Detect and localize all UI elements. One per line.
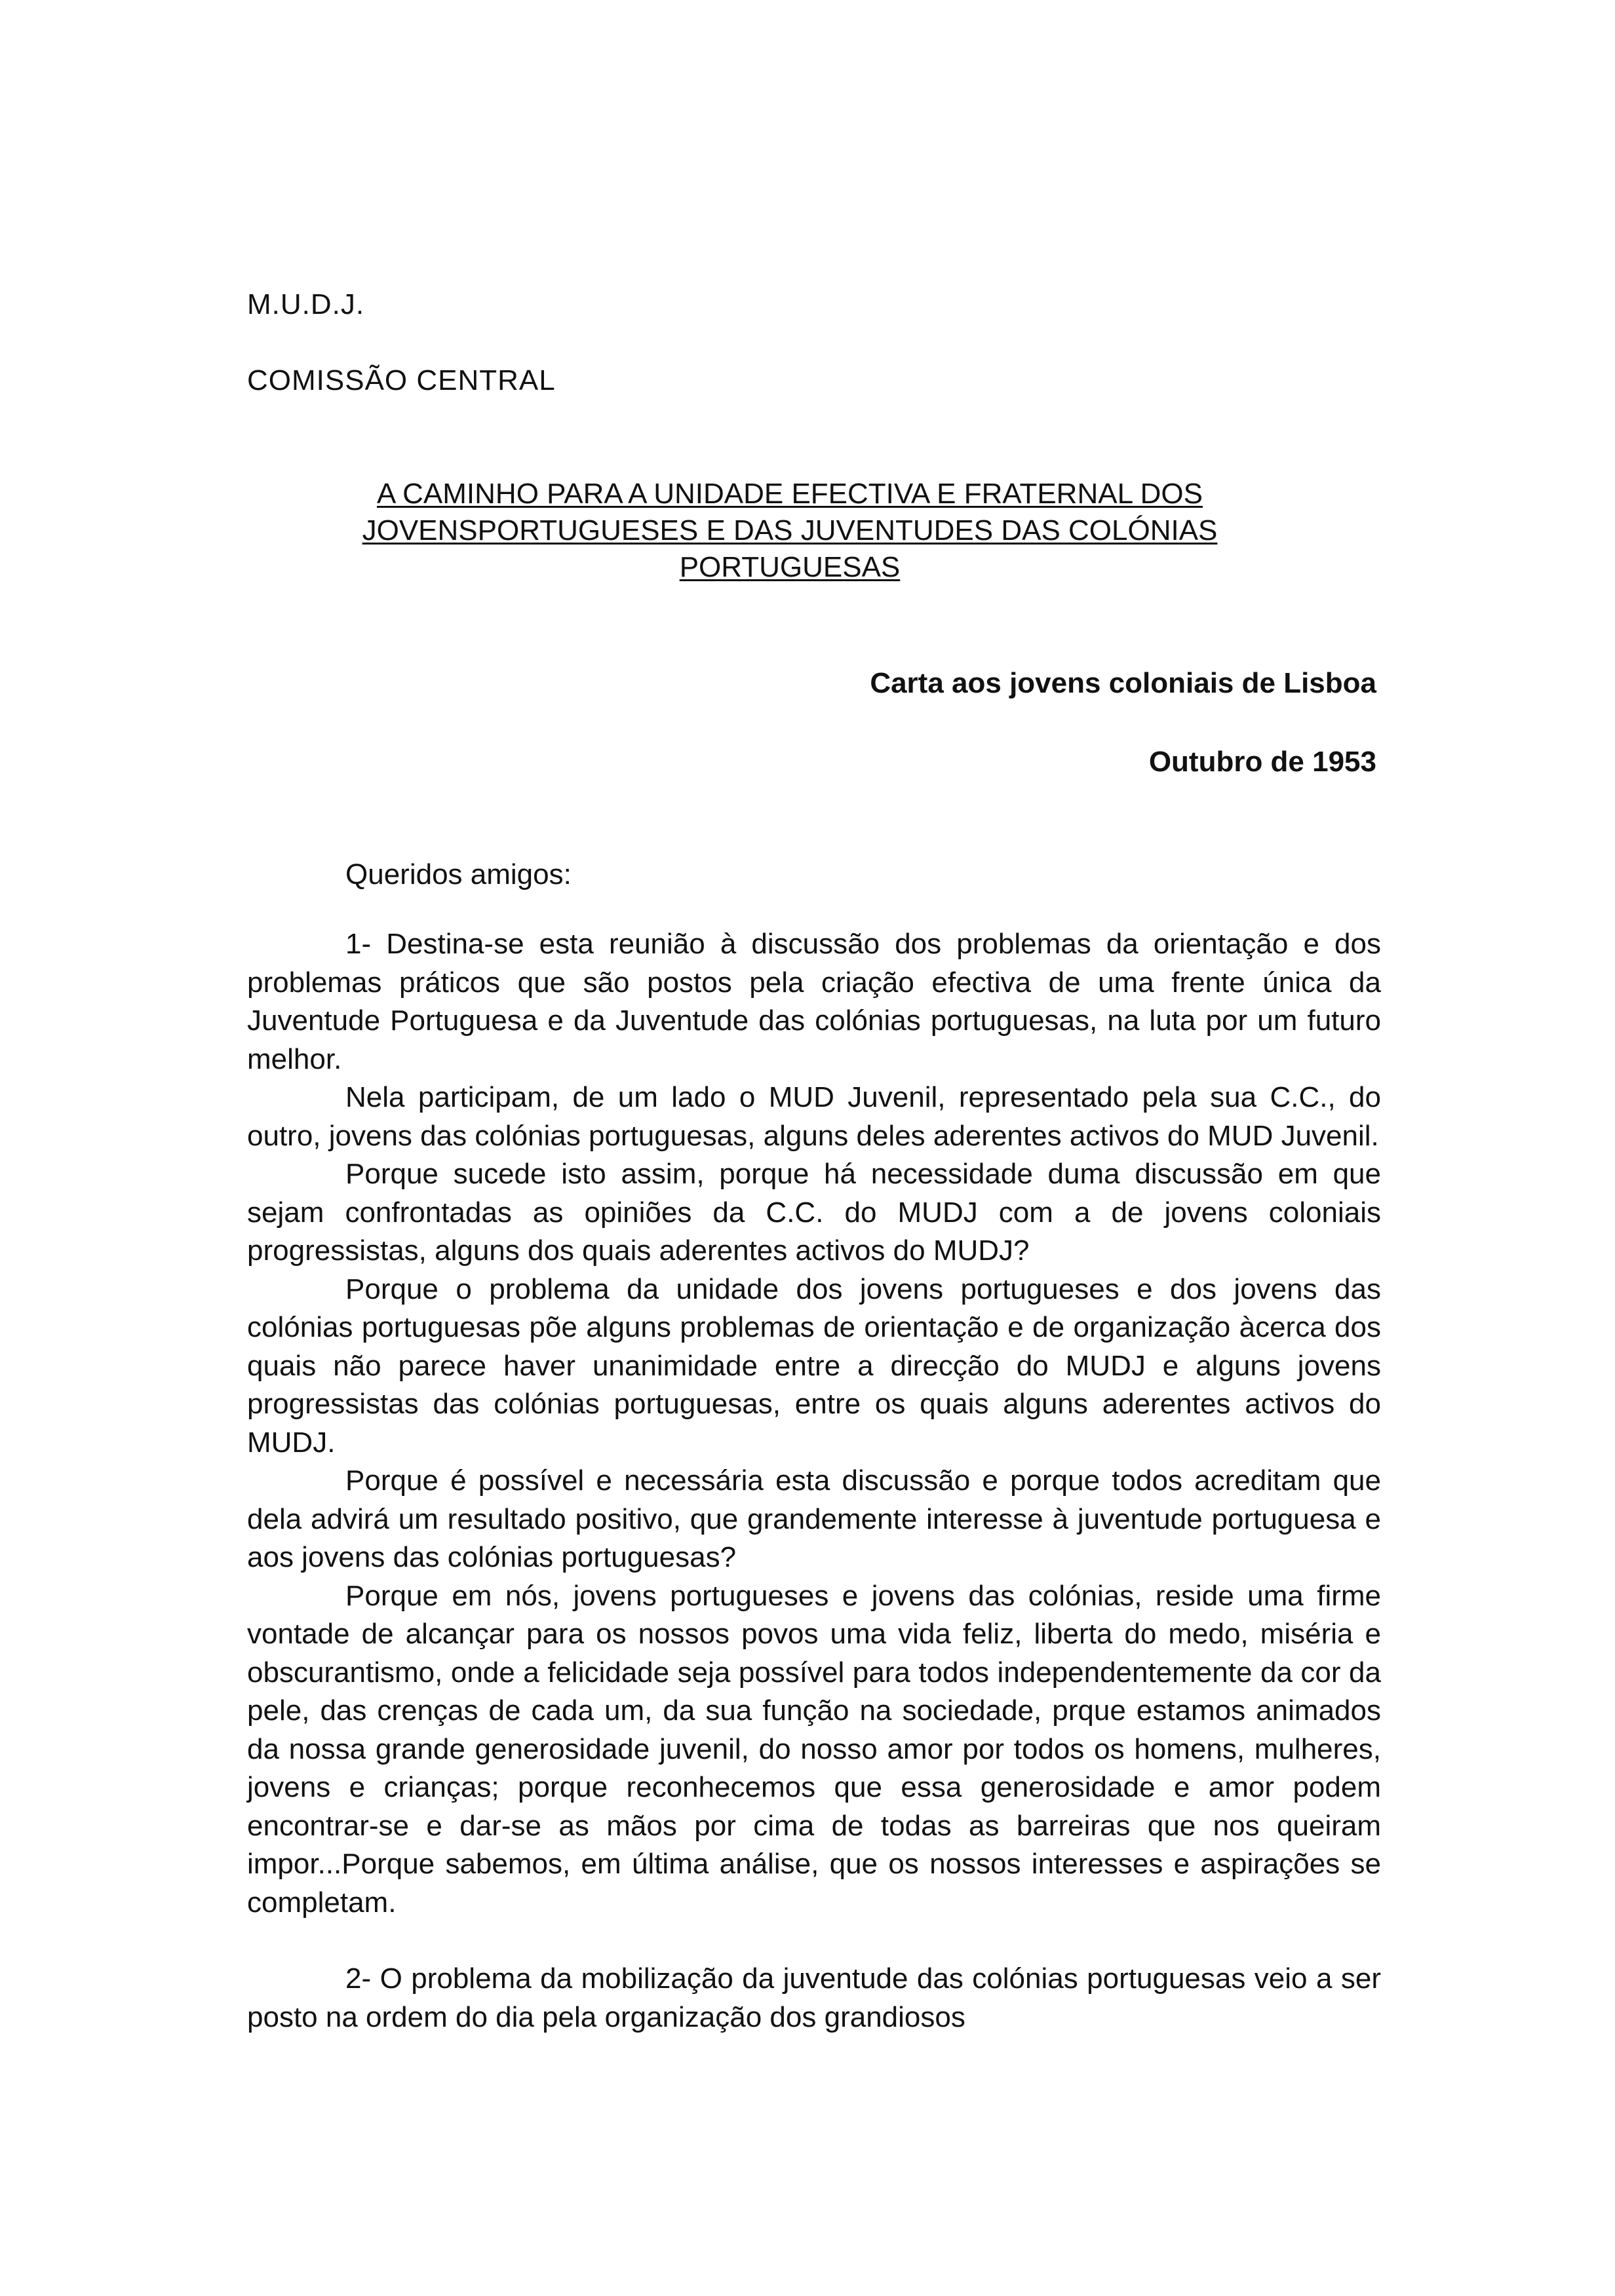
paragraph: 2- O problema da mobilização da juventude das colónias portuguesas veio a ser posto na ordem do dia pela organização dos grandiosos <box>247 1962 1381 2033</box>
organization-name: M.U.D.J. <box>247 288 365 320</box>
paragraph: Porque em nós, jovens portugueses e jovens das colónias, reside uma firme vontade de alcançar para os nossos povos uma vida feliz, liberta do medo, miséria e obscurantismo, onde a felicidade seja possível para todos independentemente da cor da pele, das crenças de cada um, da sua função na sociedade, prque estamos animados da nossa grande generosidade juvenil, do nosso amor por todos os homens, mulheres, jovens e crianças; porque reconhecemos que essa generosidade e amor podem encontrar-se e dar-se as mãos por cima de todas as barreiras que nos queiram impor...Porque sabemos, em última análise, que os nossos interesses e aspirações se completam. <box>247 1579 1381 1919</box>
commission-name: COMISSÃO CENTRAL <box>247 364 556 396</box>
paragraph: 1- Destina-se esta reunião à discussão dos problemas da orientação e dos problemas práticos que são postos pela criação efectiva de uma frente única da Juventude Portuguesa e da Juventude das colónias portuguesas, na luta por um futuro melhor. <box>247 928 1381 1075</box>
paragraph: Porque o problema da unidade dos jovens portugueses e dos jovens das colónias portuguesas põe alguns problemas de orientação e de organização àcerca dos quais não parece haver unanimidade entre a direcção do MUDJ e alguns jovens progressistas das colónias portuguesas, entre os quais alguns aderentes activos do MUDJ. <box>247 1272 1381 1459</box>
letter-date: Outubro de 1953 <box>1148 746 1376 778</box>
paragraph: Porque sucede isto assim, porque há necessidade duma discussão em que sejam confrontadas as opiniões da C.C. do MUDJ com a de jovens coloniais progressistas, alguns dos quais aderentes activos do MUDJ? <box>247 1158 1381 1267</box>
letter-body <box>247 925 1381 2037</box>
title-line-2: JOVENSPORTUGUESES E DAS JUVENTUDES DAS COLÓNIAS <box>362 514 1218 546</box>
paragraph: Porque é possível e necessária esta discussão e porque todos acreditam que dela advirá um resultado positivo, que grandemente interesse à juventude portuguesa e aos jovens das colónias portuguesas? <box>247 1464 1381 1573</box>
letter-subtitle: Carta aos jovens coloniais de Lisboa <box>870 667 1376 699</box>
paragraph: Nela participam, de um lado o MUD Juvenil, representado pela sua C.C., do outro, jovens das colónias portuguesas, alguns deles aderentes activos do MUD Juvenil. <box>247 1081 1381 1152</box>
title-line-1: A CAMINHO PARA A UNIDADE EFECTIVA E FRATERNAL DOS <box>377 478 1203 510</box>
salutation: Queridos amigos: <box>345 858 572 890</box>
title-line-3: PORTUGUESAS <box>679 551 901 583</box>
document-title <box>262 476 1317 586</box>
